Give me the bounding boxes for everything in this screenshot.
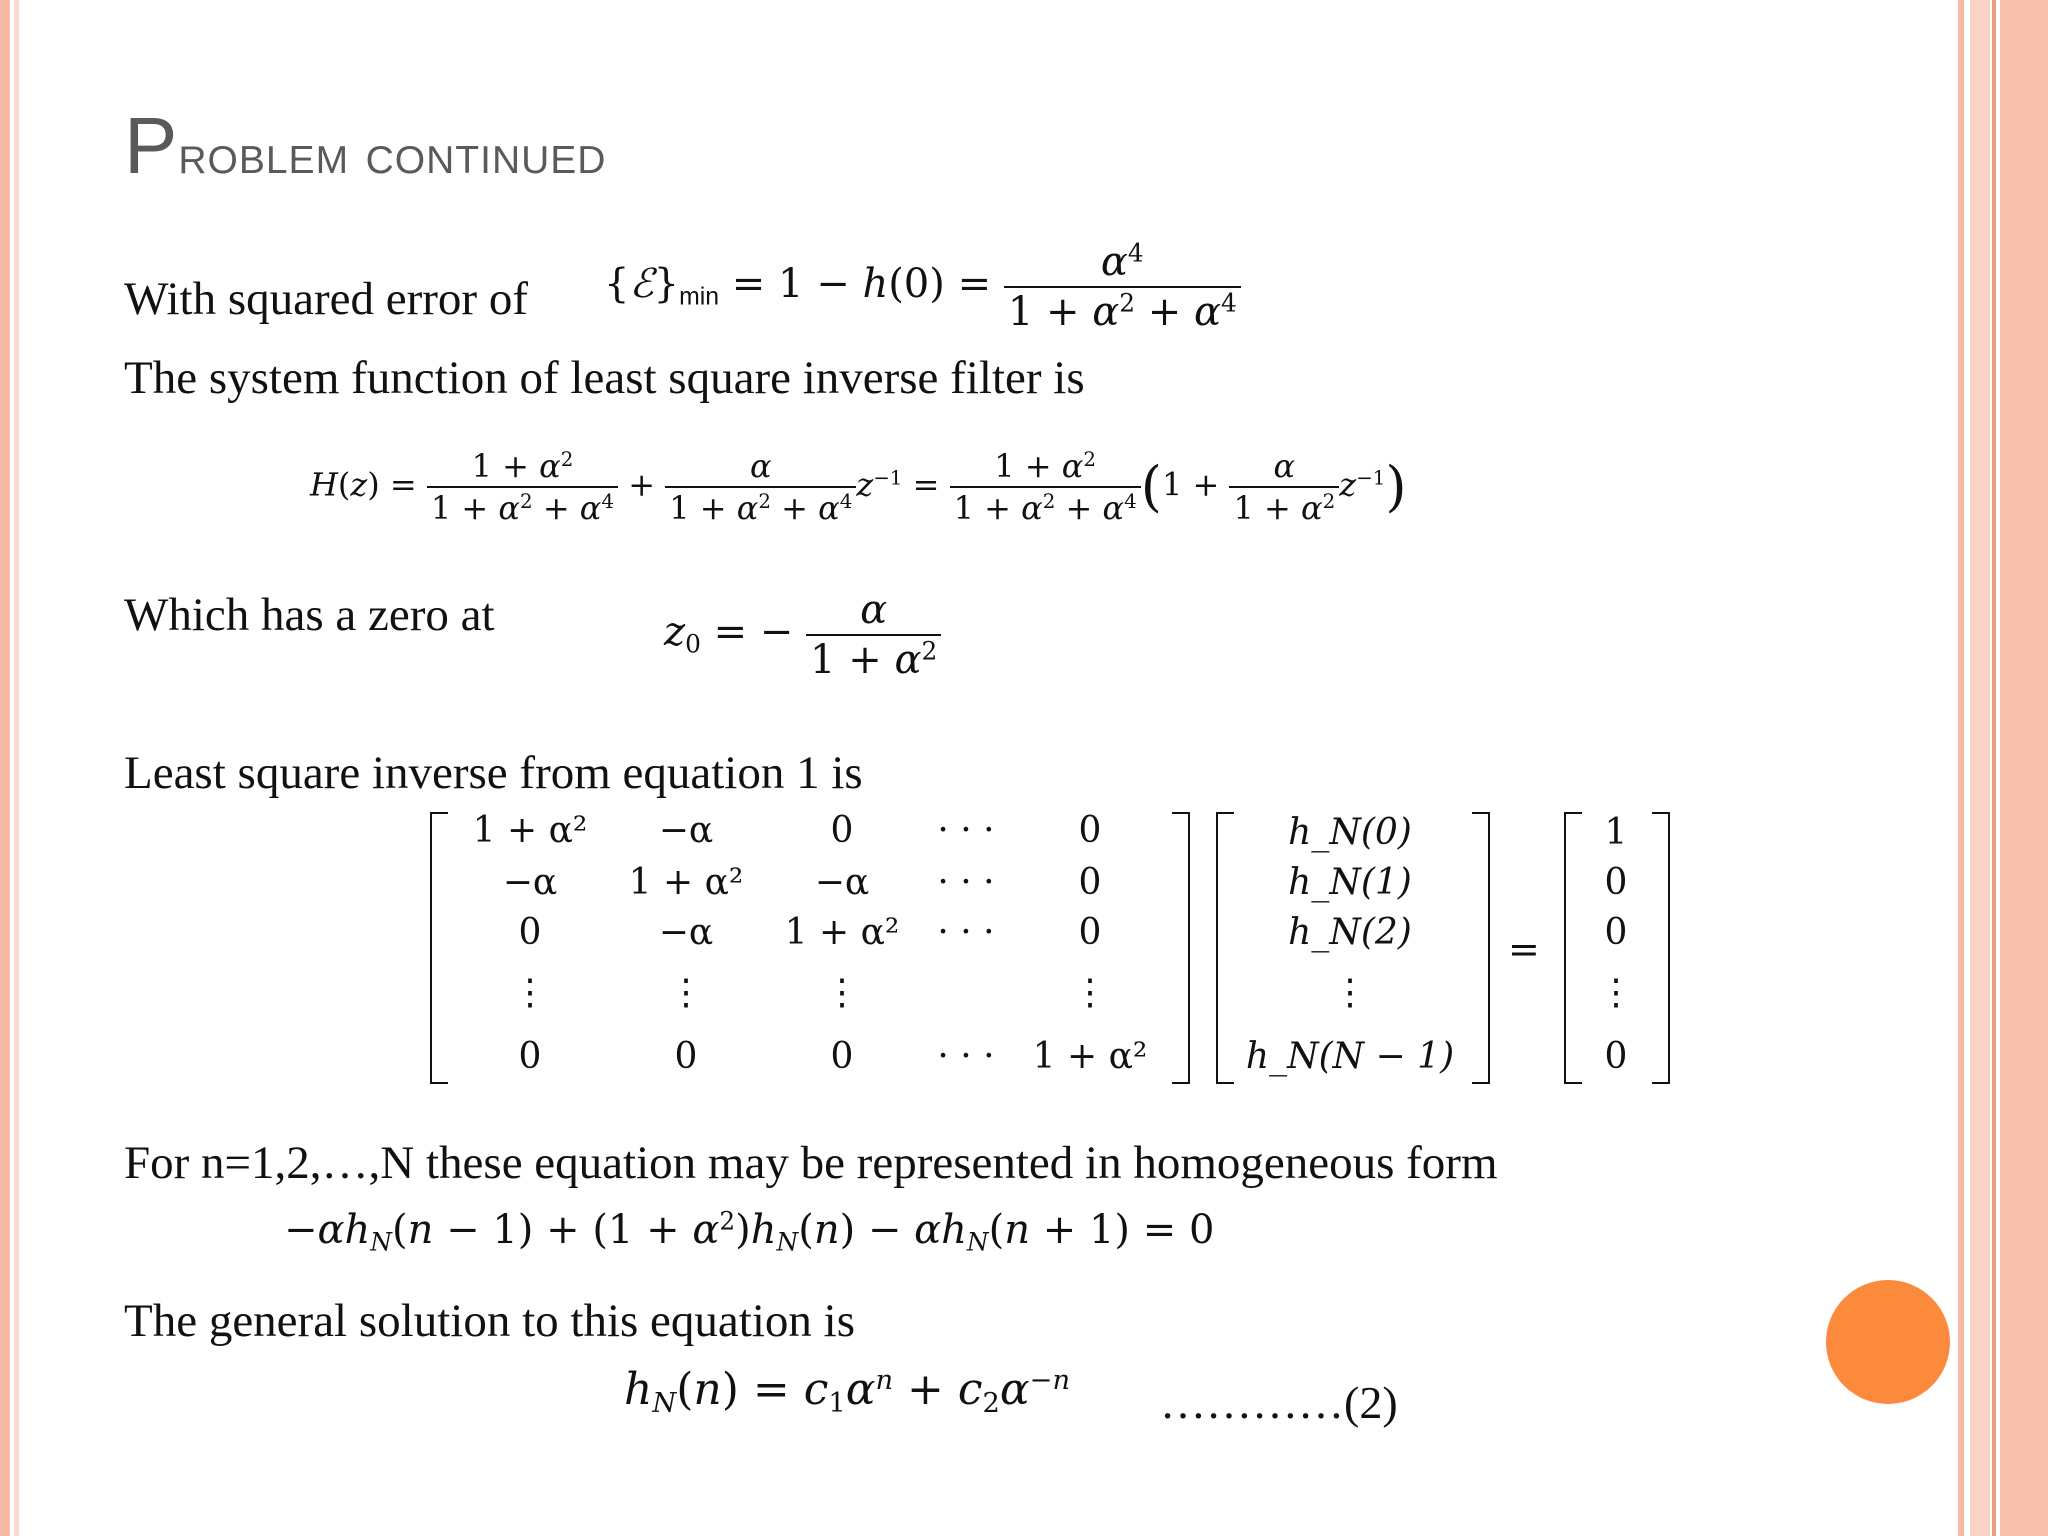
matrix-cell: −α — [658, 810, 714, 851]
right-border-bar — [1970, 0, 1990, 1536]
matrix-cell: 0 — [1078, 810, 1102, 851]
matrix-cell: 1 + α² — [784, 912, 900, 953]
slide-title: Problem continued — [124, 101, 607, 190]
vector-h-cell: h_N(1) — [1288, 862, 1412, 903]
matrix-cell: −α — [502, 862, 558, 903]
matrix-cell: 0 — [518, 1036, 542, 1077]
matrix-cell: ⋮ — [512, 972, 548, 1013]
orange-circle-decoration — [1826, 1280, 1950, 1404]
equation-min-error: $\{ℰ\}_{min} = 1 - h(0)$ = $\frac{\alpha^4}{1 + \alpha^2 + \alpha^4}$ — [604, 242, 1241, 332]
matrix-cell: 0 — [1078, 912, 1102, 953]
vector-h-cell: h_N(2) — [1288, 912, 1412, 953]
matrix-cell: ⋮ — [824, 972, 860, 1013]
matrix-cell: 1 + α² — [628, 862, 744, 903]
matrix-left-bracket — [430, 812, 448, 1084]
matrix-cell: −α — [658, 912, 714, 953]
text-system-function: The system function of least square inverse filter is — [124, 352, 1085, 404]
vector-rhs-cell: 1 — [1604, 812, 1628, 853]
matrix-cell: ⋮ — [668, 972, 704, 1013]
vector-h-right-bracket — [1472, 812, 1490, 1084]
left-border-bar — [0, 0, 10, 1536]
matrix-cell: · · · — [937, 810, 995, 851]
right-border-bar — [1958, 0, 1964, 1536]
matrix-right-bracket — [1172, 812, 1190, 1084]
equation-number: …………(2) — [1160, 1377, 1398, 1428]
vector-h-cell: ⋮ — [1332, 972, 1368, 1013]
vector-h-cell: h_N(0) — [1288, 812, 1412, 853]
matrix-cell: 0 — [518, 912, 542, 953]
equation-zero: $z_0$ = − $\frac{\alpha}{1 + \alpha^2}$ — [664, 590, 941, 680]
vector-rhs-right-bracket — [1652, 812, 1670, 1084]
vector-h-left-bracket — [1216, 812, 1234, 1084]
equation-general-solution: $h_N(n) = c_1\alpha^n + c_2\alpha^{-n}$ — [624, 1364, 1071, 1420]
vector-rhs-cell: 0 — [1604, 862, 1628, 903]
matrix-cell: · · · — [937, 912, 995, 953]
vector-h-cell: h_N(N − 1) — [1245, 1036, 1455, 1077]
vector-rhs-left-bracket — [1564, 812, 1582, 1084]
vector-rhs-cell: 0 — [1604, 912, 1628, 953]
right-border-bar — [1992, 0, 1996, 1536]
matrix-cell: 0 — [830, 810, 854, 851]
equation-system-function: H(z) = $\frac{1 + \alpha^2}{1 + \alpha^2 + \alpha^4}$ + $\frac{\alpha}{1 + \alpha^2 + \alpha^4}$ $z^{-1}$ = $\frac{1 + \alpha^2}{1 + \alpha^2 + \alpha^4}$ (1 + $\frac{\alpha}{1 + \alpha^2}$ $z^{-1}$) — [310, 447, 1407, 527]
matrix-cell: · · · — [937, 862, 995, 903]
matrix-equals-sign: = — [1508, 927, 1540, 971]
matrix-cell: 1 + α² — [472, 810, 588, 851]
equation-homogeneous: $-\alpha h_N(n - 1) + (1 + \alpha^2)h_N(n) - \alpha h_N(n + 1) = 0$ — [284, 1206, 1215, 1257]
matrix-cell: 0 — [674, 1036, 698, 1077]
text-zero-at: Which has a zero at — [124, 589, 495, 641]
text-homogeneous-form: For n=1,2,…,N these equation may be represented in homogeneous form — [124, 1137, 1498, 1189]
matrix-cell: 0 — [830, 1036, 854, 1077]
matrix-cell: ⋮ — [1072, 972, 1108, 1013]
matrix-cell: −α — [814, 862, 870, 903]
vector-rhs-cell: 0 — [1604, 1036, 1628, 1077]
matrix-cell: 1 + α² — [1032, 1036, 1148, 1077]
left-border-bar-thin — [14, 0, 19, 1536]
matrix-cell: · · · — [937, 1036, 995, 1077]
text-least-square-inverse: Least square inverse from equation 1 is — [124, 747, 863, 799]
right-border-bar — [2000, 0, 2048, 1536]
text-squared-error: With squared error of — [124, 273, 528, 325]
vector-rhs-cell: ⋮ — [1598, 972, 1634, 1013]
text-general-solution: The general solution to this equation is — [124, 1295, 855, 1347]
matrix-cell: 0 — [1078, 862, 1102, 903]
